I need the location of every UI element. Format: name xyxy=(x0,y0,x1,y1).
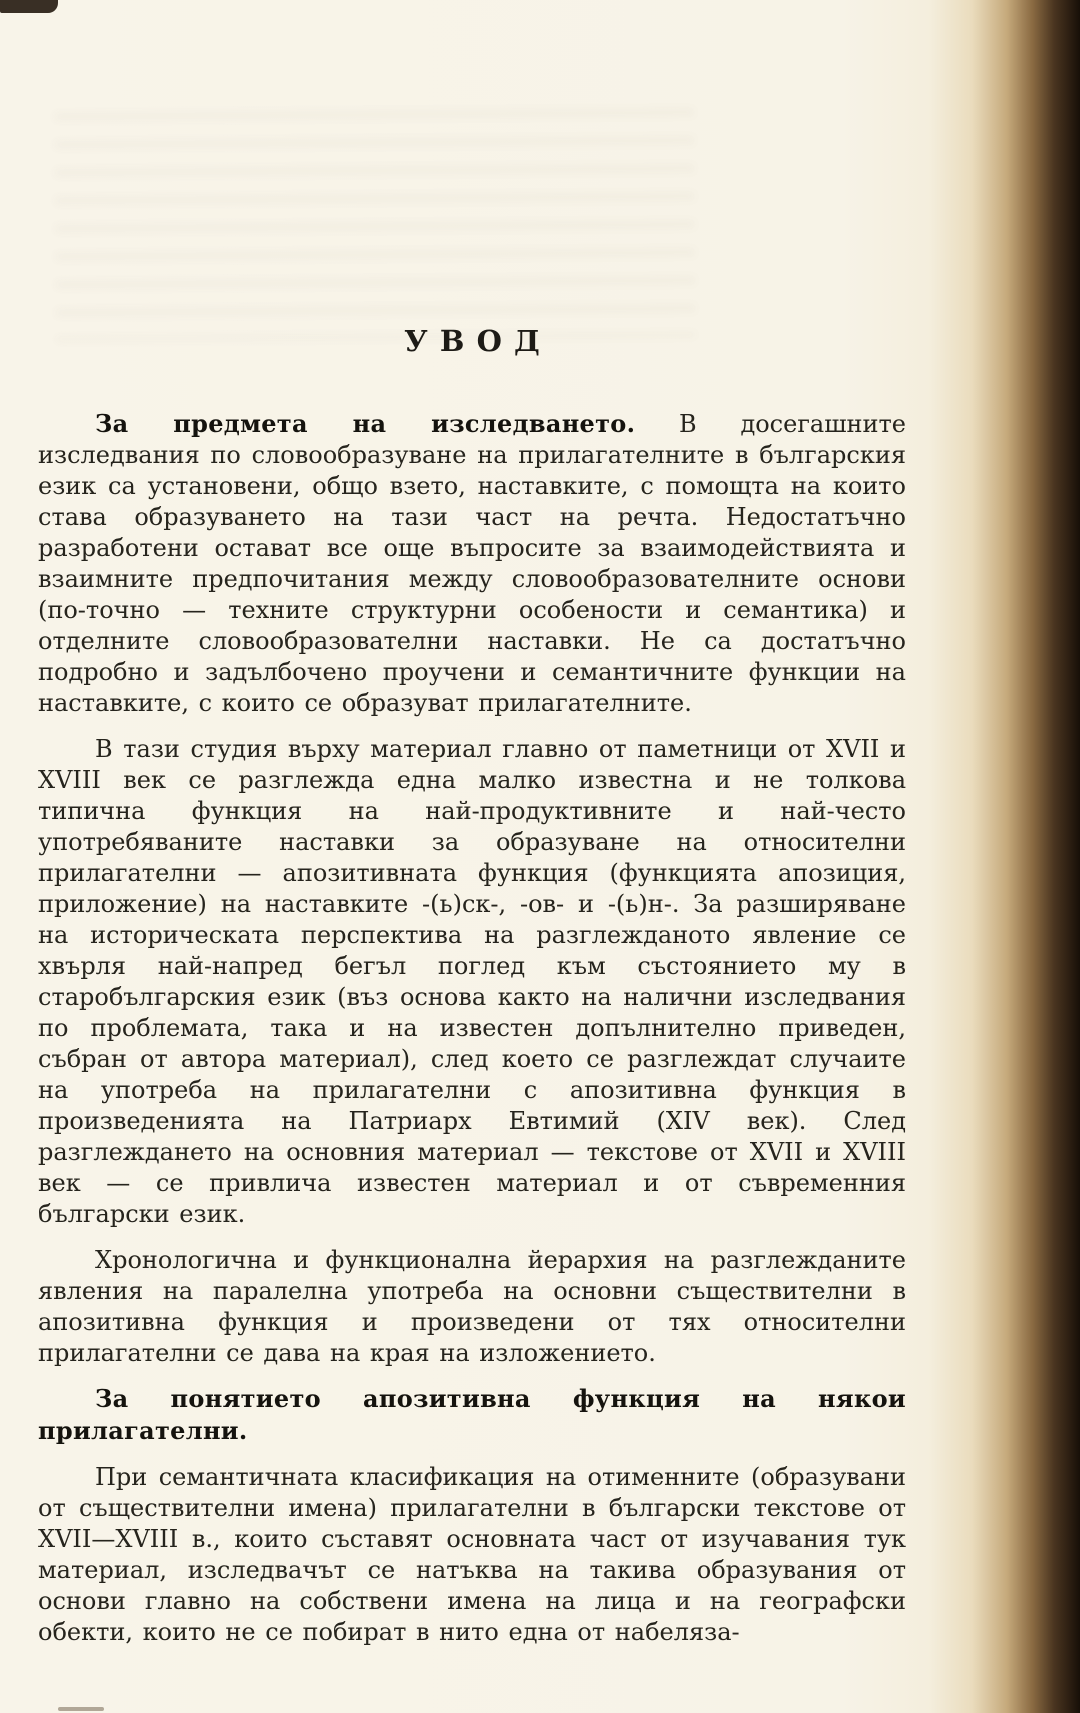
body-text xyxy=(38,408,906,1648)
paragraph-text: Хронологична и функционална йерархия на разглежданите явления на паралелна употреба на основни съществителни в апозитивна функция и произведени от тях относителни прилагателни се дава на края на изложението. xyxy=(38,1246,906,1367)
paragraph-lead: За предмета на изследването. xyxy=(95,409,636,438)
paragraph-text: При семантичната класификация на отименните (образувани от съществителни имена) прилагателни в български текстове от XVII—XVIII в., които съставят основната част от изучавания тук материал, изследвачът се натъква на такива образувания от основи главно на собствени имена на лица и на географски обекти, които не се побират в нито една от набеляза- xyxy=(38,1463,906,1646)
paragraph-text: В тази студия върху материал главно от паметници от XVII и XVIII век се разглежда една малко известна и не толкова типична функция на най-продуктивните и най-често употребяваните наставки за образуване на относителни прилагателни — апозитивната функция (функцията апозиция, приложение) на наставките -(ь)ск-, -ов- и -(ь)н-. За разширяване на историческата перспектива на разглежданото явление се хвърля най-напред бегъл поглед към състоянието му в старобългарския език (въз основа както на налични изследвания по проблемата, така и на известен допълнително приведен, събран от автора материал), след което се разглеждат случаите на употреба на прилагателни с апозитивна функция в произведенията на Патриарх Евтимий (XIV век). След разглеждането на основния материал — текстове от XVII и XVIII век — се привлича известен материал и от съвременния български език. xyxy=(38,735,906,1228)
body-paragraph xyxy=(38,733,906,1230)
body-paragraph xyxy=(38,1461,906,1648)
page-title: УВОД xyxy=(404,324,552,358)
text-column xyxy=(38,0,906,1662)
paragraph-text: В досегашните изследвания по словообразуване на прилагателните в българския език са установени, общо взето, наставките, с помощта на които става образуването на тази част на речта. Недостатъчно разработени остават все още въпросите за взаимодействията и взаимните предпочитания между словообразователните основи (по-точно — техните структурни особености и семантика) и отделните словообразователни наставки. Не са достатъчно подробно и задълбочено проучени и семантичните функции на наставките, с които се образуват прилагателните. xyxy=(38,410,906,717)
body-paragraph xyxy=(38,1244,906,1369)
paragraph-lead: За понятието апозитивна функция на някои прилагателни. xyxy=(38,1384,906,1445)
page-bottom-edge-mark xyxy=(58,1707,104,1711)
body-paragraph xyxy=(38,1383,906,1447)
body-paragraph xyxy=(38,408,906,719)
